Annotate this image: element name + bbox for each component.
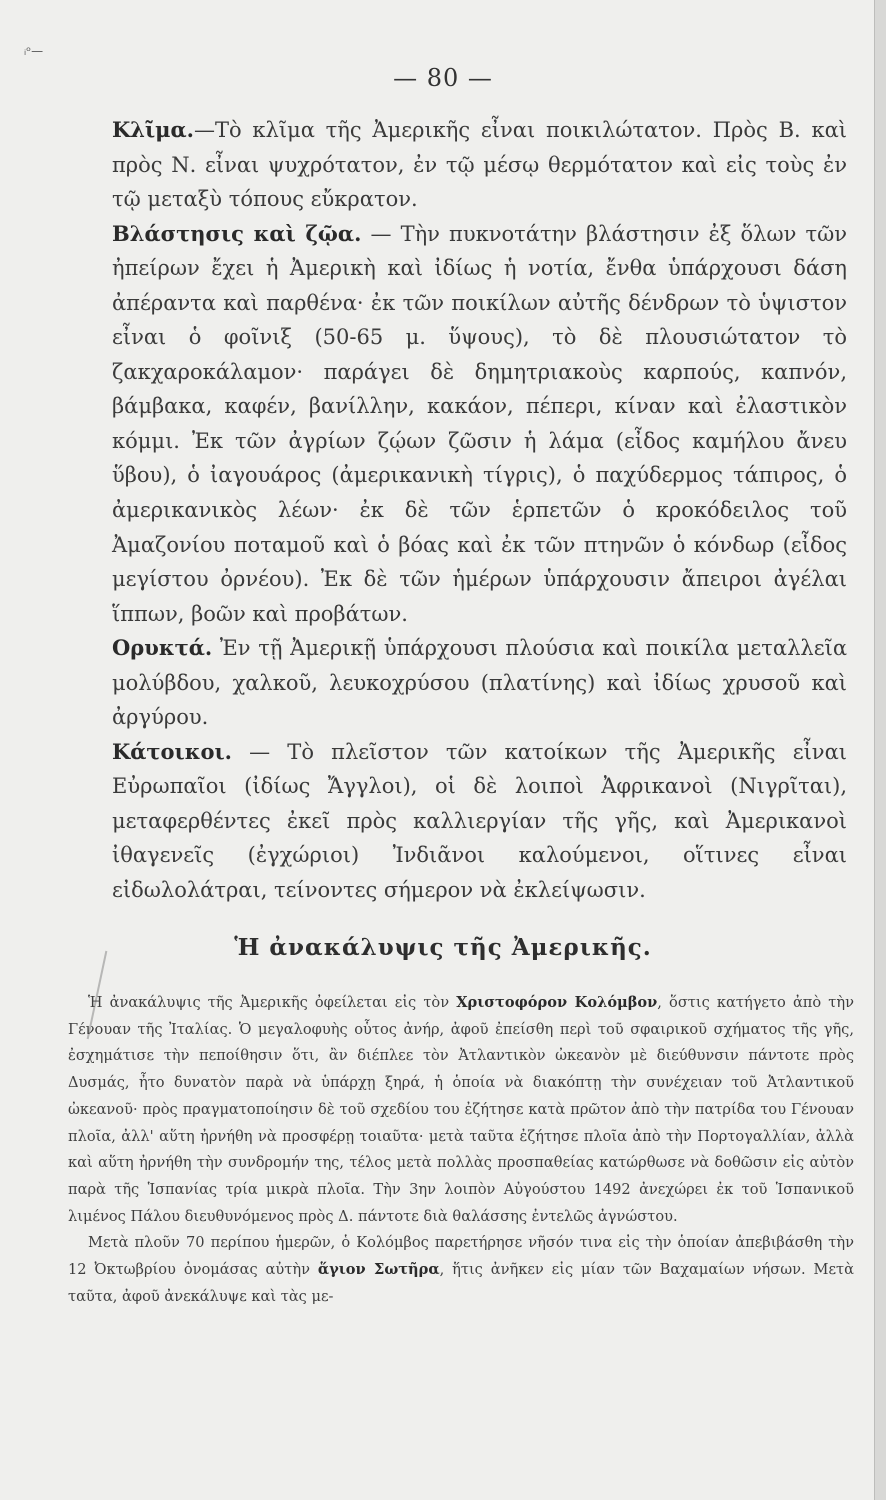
section-p2-name: ἅγιον Σωτῆρα — [317, 1261, 440, 1279]
paragraph-climate — [112, 113, 847, 217]
section-p1-name: Χριστοφόρον Κολόμβον — [456, 994, 658, 1011]
section-p1-text: Ἡ ἀνακάλυψις τῆς Ἀμερικῆς ὀφείλεται εἰς τὸν — [88, 994, 457, 1011]
heading-climate: Κλῖμα. — [112, 117, 194, 142]
page-number: — 80 — — [393, 64, 493, 92]
main-text — [112, 113, 847, 908]
section-paragraph-2 — [68, 1230, 854, 1310]
section-text — [68, 990, 854, 1310]
heading-inhabitants: Κάτοικοι. — [112, 738, 232, 764]
paragraph-inhabitants — [112, 735, 847, 908]
section-paragraph-1 — [68, 990, 854, 1230]
page-edge — [874, 0, 886, 1500]
section-p2-rest: , ἥτις ἀνῆκεν εἰς μίαν τῶν Βαχαμαίων νήσων. Μετὰ ταῦτα, ἀφοῦ ἀνεκάλυψε καὶ τὰς με- — [68, 1261, 854, 1305]
paragraph-vegetation — [112, 217, 847, 632]
section-p1-rest: , ὅστις κατήγετο ἀπὸ τὴν Γένουαν τῆς Ἰταλίας. Ὁ μεγαλοφυὴς οὗτος ἀνήρ, ἀφοῦ ἐπείσθη περὶ τοῦ σφαιρικοῦ σχήματος τῆς γῆς, ἐσχημάτισε τὴν πεποίθησιν ὅτι, ἂν διέπλεε τὸν Ἀτλαντικὸν ὠκεανὸν μὲ διεύθυνσιν πάντοτε πρὸς Δυσμάς, ἦτο δυνατὸν παρὰ νὰ ὑπάρχῃ ξηρά, ἡ ὁποία νὰ διακόπτῃ τὴν συνέχειαν τοῦ Ἀτλαντικοῦ ὠκεανοῦ· πρὸς πραγματοποίησιν δὲ τοῦ σχεδίου του ἐζήτησε κατὰ πρῶτον ἀπὸ τὴν πατρίδα του Γένουαν πλοῖα, ἀλλ' αὕτη ἠρνήθη νὰ προσφέρῃ τοιαῦτα· μετὰ ταῦτα ἐζήτησε πλοῖα ἀπὸ τὴν Πορτογαλλίαν, ἀλλὰ καὶ αὕτη ἠρνήθη τὴν συνδρομήν της, τέλος μετὰ πολλὰς προσπαθείας κατώρθωσε νὰ δοθῶσιν εἰς αὐτὸν παρὰ τῆς Ἱσπανίας τρία μικρὰ πλοῖα. Τὴν 3ην λοιπὸν Αὐγούστου 1492 ἀνεχώρει ἐκ τοῦ Ἱσπανικοῦ λιμένος Πάλου διευθυνόμενος πρὸς Δ. πάντοτε διὰ θαλάσσης ἐντελῶς ἀγνώστου. — [68, 994, 854, 1225]
heading-minerals: Ορυκτά. — [112, 635, 213, 661]
heading-vegetation: Βλάστησις καὶ ζῷα. — [112, 220, 362, 246]
section-title: Ἡ ἀνακάλυψις τῆς Ἀμερικῆς. — [234, 934, 652, 961]
paragraph-minerals — [112, 631, 847, 735]
stray-mark: ᵢᵒ— — [24, 44, 44, 58]
body-inhabitants: — Τὸ πλεῖστον τῶν κατοίκων τῆς Ἀμερικῆς εἶναι Εὐρωπαῖοι (ἰδίως Ἄγγλοι), οἱ δὲ λοιποὶ Ἀφρικανοὶ (Νιγρῖται), μεταφερθέντες ἐκεῖ πρὸς καλλιεργίαν τῆς γῆς, καὶ Ἀμερικανοὶ ἰθαγενεῖς (ἐγχώριοι) Ἰνδιᾶνοι καλούμενοι, οἵτινες εἶναι εἰδωλολάτραι, τείνοντες σήμερον νὰ ἐκλείψωσιν. — [112, 739, 847, 903]
section-p2-text: Μετὰ πλοῦν 70 περίπου ἡμερῶν, ὁ Κολόμβος παρετήρησε νῆσόν τινα εἰς τὴν ὁποίαν ἀπεβιβάσθη τὴν 12 Ὀκτωβρίου ὀνομάσας αὐτὴν — [68, 1234, 854, 1279]
body-minerals: Ἐν τῇ Ἀμερικῇ ὑπάρχουσι πλούσια καὶ ποικίλα μεταλλεῖα μολύβδου, χαλκοῦ, λευκοχρύσου (πλατίνης) καὶ ἰδίως χρυσοῦ καὶ ἀργύρου. — [112, 636, 847, 730]
body-vegetation: — Τὴν πυκνοτάτην βλάστησιν ἐξ ὅλων τῶν ἠπείρων ἔχει ἡ Ἀμερικὴ καὶ ἰδίως ἡ νοτία, ἔνθα ὑπάρχουσι δάση ἀπέραντα καὶ παρθένα· ἐκ τῶν ποικίλων αὐτῆς δένδρων τὸ ὑψιστον εἶναι ὁ φοῖνιξ (50-65 μ. ὕψους), τὸ δὲ πλουσιώτατον τὸ ζακχαροκάλαμον· παράγει δὲ δημητριακοὺς καρπούς, καπνόν, βάμβακα, καφέν, βανίλλην, κακάον, πέπερι, κίναν καὶ ἐλαστικὸν κόμμι. Ἐκ τῶν ἀγρίων ζῴων ζῶσιν ἡ λάμα (εἶδος καμήλου ἄνευ ὕβου), ὁ ἰαγουάρος (ἀμερικανικὴ τίγρις), ὁ παχύδερμος τάπιρος, ὁ ἀμερικανικὸς λέων· ἐκ δὲ τῶν ἑρπετῶν ὁ κροκόδειλος τοῦ Ἀμαζονίου ποταμοῦ καὶ ὁ βόας καὶ ἐκ τῶν πτηνῶν ὁ κόνδωρ (εἶδος μεγίστου ὀρνέου). Ἐκ δὲ τῶν ἡμέρων ὑπάρχουσιν ἄπειροι ἀγέλαι ἵππων, βοῶν καὶ προβάτων. — [112, 221, 847, 626]
body-climate: —Τὸ κλῖμα τῆς Ἀμερικῆς εἶναι ποικιλώτατον. Πρὸς Β. καὶ πρὸς Ν. εἶναι ψυχρότατον, ἐν τῷ μέσῳ θερμότατον καὶ εἰς τοὺς ἐν τῷ μεταξὺ τόπους εὔκρατον. — [112, 118, 847, 212]
